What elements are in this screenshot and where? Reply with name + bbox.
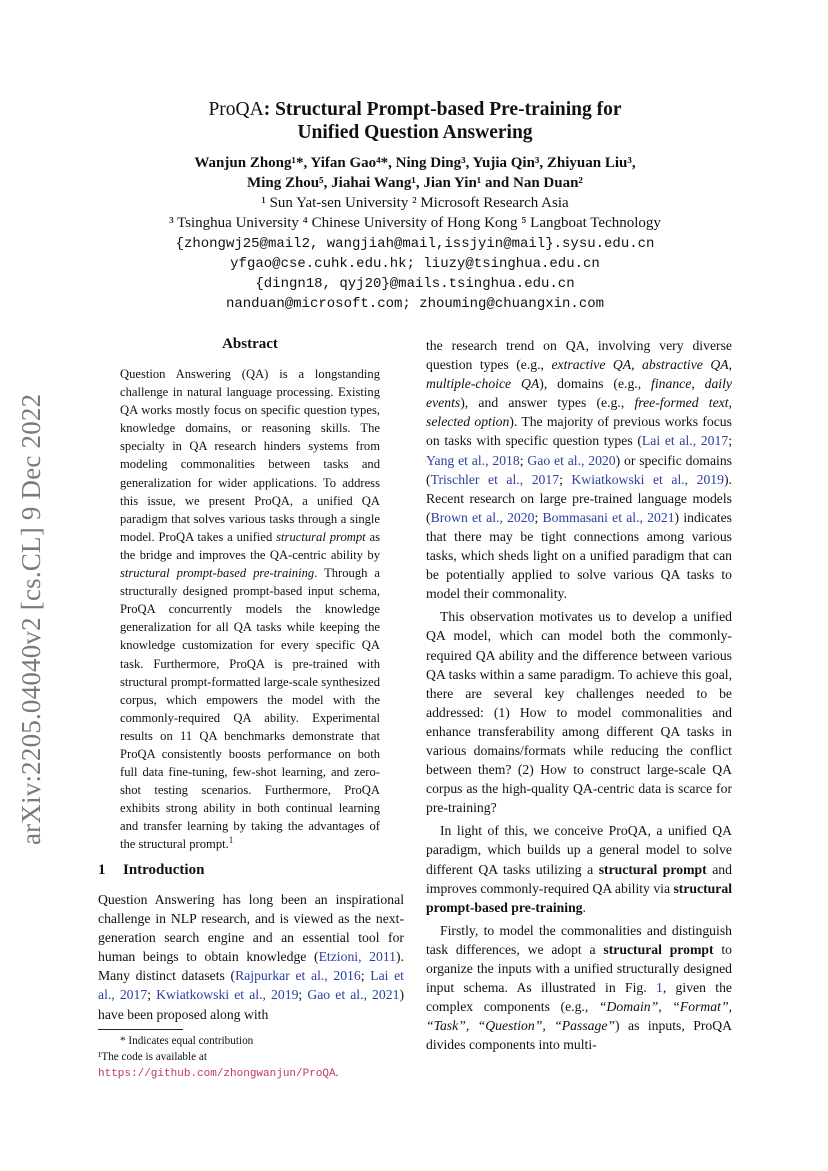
author-list: [100, 153, 730, 193]
citation-link[interactable]: Bommasani et al., 2021: [542, 509, 675, 525]
authors-line1: Wanjun Zhong¹*, Yifan Gao⁴*, Ning Ding³, Yujia Qin³, Zhiyuan Liu³,: [194, 155, 636, 171]
footnote-code: ¹The code is available at https://github.com/zhongwanjun/ProQA.: [98, 1051, 339, 1080]
footnote-mark[interactable]: 1: [228, 835, 234, 846]
citation-link[interactable]: Gao et al., 2020: [527, 452, 616, 468]
title-main: : Structural Prompt-based Pre-training for: [263, 99, 622, 120]
citation-link[interactable]: Yang et al., 2018: [426, 452, 520, 468]
citation-link[interactable]: Lai et al., 2017: [641, 433, 729, 449]
citation-link[interactable]: Gao et al., 2021: [307, 987, 400, 1003]
intro-paragraph: Question Answering has long been an inspirational challenge in NLP research, and is viewed as the next-generation search engine and an essential tool for human beings to obtain knowledge (Etzioni, 2011). Many distinct datasets (Rajpurkar et al., 2016; Lai et al., 2017; Kwiatkowski et al., 2019; Gao et al., 2021) have been proposed along with: [98, 892, 404, 1022]
email-line1: {zhongwj25@mail2, wangjiah@mail,issjyin@mail}.sysu.edu.cn: [175, 236, 655, 252]
title-prefix: ProQA: [208, 99, 264, 120]
paragraph: In light of this, we conceive ProQA, a unified QA paradigm, which builds up a general model to solve different QA tasks utilizing a structural prompt and improves commonly-required QA ability via structural prompt-based pre-training.: [426, 823, 733, 915]
authors-line2: Ming Zhou⁵, Jiahai Wang¹, Jian Yin¹ and Nan Duan²: [247, 175, 583, 191]
arxiv-sidebar-id: arXiv:2205.04040v2 [cs.CL] 9 Dec 2022: [16, 393, 46, 845]
abstract-body: Question Answering (QA) is a longstanding challenge in natural language processing. Existing QA works mostly focus on specific question types, knowledge domains, or reasoning skills. The specialty in QA research hinders systems from modeling commonalities between tasks and generalization for wider applications. To address this issue, we present ProQA, a unified QA paradigm that solves various tasks through a single model. ProQA takes a unified structural prompt as the bridge and improves the QA-centric ability by structural prompt-based pre-training. Through a structurally designed prompt-based input schema, ProQA concurrently models the knowledge generalization for all QA tasks while keeping the knowledge customization for every specific QA task. Furthermore, ProQA is pre-trained with structural prompt-formatted large-scale synthesized corpus, which empowers the model with the commonly-required QA ability. Experimental results on 11 QA benchmarks demonstrate that ProQA consistently boosts performance on both full data fine-tuning, few-shot learning, and zero-shot testing scenarios. Furthermore, ProQA exhibits strong ability in both continual learning and transfer learning by taking the advantages of the structural prompt.$^1$: [120, 367, 381, 852]
section-heading-introduction: 1 Introduction: [98, 862, 205, 878]
email-line3: {dingn18, qyj20}@mails.tsinghua.edu.cn: [255, 276, 575, 292]
citation-link[interactable]: Kwiatkowski et al., 2019: [156, 987, 299, 1003]
citation-link[interactable]: Brown et al., 2020: [430, 509, 535, 525]
email-line4: nanduan@microsoft.com; zhouming@chuangxin.com: [225, 296, 605, 312]
citation-link[interactable]: Kwiatkowski et al., 2019: [571, 471, 724, 487]
affiliation-line2: ³ Tsinghua University ⁴ Chinese University of Hong Kong ⁵ Langboat Technology: [169, 215, 661, 231]
footnotes: [98, 1033, 404, 1082]
citation-link[interactable]: Lai et al., 2017: [98, 968, 404, 1003]
abstract-heading: Abstract: [222, 336, 278, 352]
code-url-link[interactable]: https://github.com/zhongwanjun/ProQA: [98, 1068, 336, 1080]
paragraph: the research trend on QA, involving very diverse question types (e.g., extractive QA, abstractive QA, multiple-choice QA), domains (e.g., finance, daily events), and answer types (e.g., free-formed text, selected option). The majority of previous works focus on tasks with specific question types (Lai et al., 2017; Yang et al., 2018; Gao et al., 2020) or specific domains (Trischler et al., 2017; Kwiatkowski et al., 2019). Recent research on large pre-trained language models (Brown et al., 2020; Bommasani et al., 2021) indicates that there may be tight connections among various tasks, which sheds light on a unified paradigm that can be potentially applied to solve various QA tasks to model their commonality.: [426, 338, 732, 602]
paragraph: Firstly, to model the commonalities and distinguish task differences, we adopt a structural prompt to organize the inputs with a unified structurally designed input schema. As illustrated in Fig. 1, given the complex components (e.g., “Domain”, “Format”, “Task”, “Question”, “Passage”) as inputs, ProQA divides components into multi-: [426, 922, 732, 1053]
right-column: [426, 336, 732, 1054]
email-line2: yfgao@cse.cuhk.edu.hk; liuzy@tsinghua.edu.cn: [230, 256, 600, 272]
paragraph: This observation motivates us to develop a unified QA model, which can model both the commonly-required QA ability and the difference between various QA tasks within a same paradigm. To achieve this goal, there are several key challenges needed to be addressed: (1) How to model commonalities and enhance transferability among different QA tasks in various domains/formats while reducing the conflict between them? (2) How to construct large-scale QA corpus as the high-quality QA-centric data is scarce for pre-training?: [426, 609, 732, 816]
citation-link[interactable]: Etzioni, 2011: [318, 949, 397, 965]
figure-ref-link[interactable]: 1: [655, 980, 663, 996]
paper-title: [100, 98, 730, 144]
citation-link[interactable]: Trischler et al., 2017: [430, 471, 560, 487]
footnote-equal: * Indicates equal contribution: [120, 1035, 254, 1047]
citation-link[interactable]: Rajpurkar et al., 2016: [235, 968, 361, 984]
title-line2: Unified Question Answering: [297, 122, 533, 143]
footnote-divider: [98, 1029, 183, 1030]
affiliation-line1: ¹ Sun Yat-sen University ² Microsoft Research Asia: [261, 195, 569, 211]
